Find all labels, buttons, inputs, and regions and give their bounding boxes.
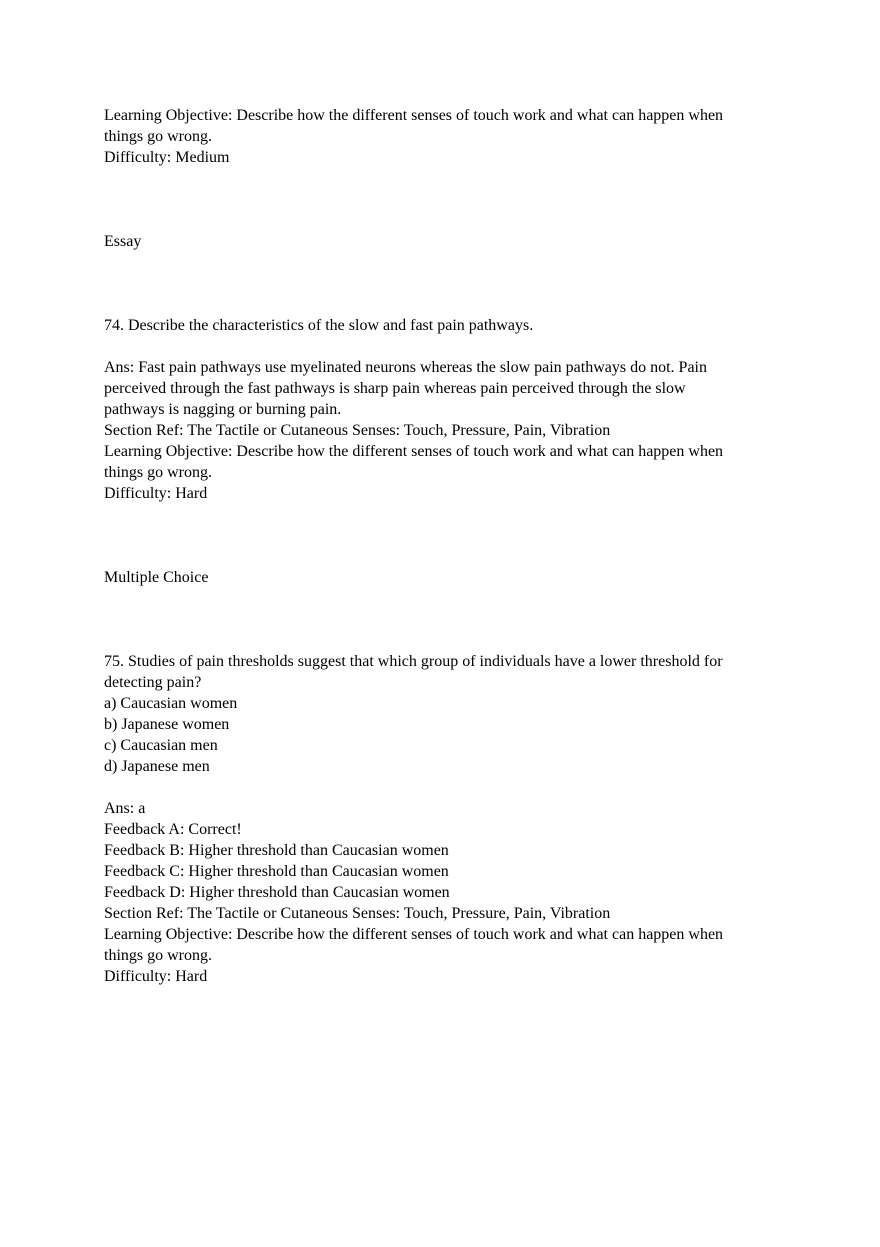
learning-objective-line: Learning Objective: Describe how the different senses of touch work and what can happen when bbox=[104, 443, 724, 460]
spacer bbox=[104, 336, 794, 357]
answer-option: c) Caucasian men bbox=[104, 737, 218, 754]
answer-option: b) Japanese women bbox=[104, 716, 230, 733]
learning-objective-line: Learning Objective: Describe how the different senses of touch work and what can happen when bbox=[104, 926, 724, 943]
learning-objective-line: things go wrong. bbox=[104, 947, 212, 964]
answer-option: a) Caucasian women bbox=[104, 695, 238, 712]
feedback-line: Feedback B: Higher threshold than Caucasian women bbox=[104, 842, 449, 859]
document-page bbox=[104, 105, 794, 987]
spacer bbox=[104, 252, 794, 315]
difficulty-line: Difficulty: Hard bbox=[104, 485, 208, 502]
learning-objective-line: things go wrong. bbox=[104, 464, 212, 481]
spacer bbox=[104, 168, 794, 231]
answer-line: perceived through the fast pathways is sharp pain whereas pain perceived through the slow bbox=[104, 380, 686, 397]
question-text: 74. Describe the characteristics of the slow and fast pain pathways. bbox=[104, 317, 534, 334]
previous-question-metadata bbox=[104, 105, 794, 168]
section-heading-multiple-choice: Multiple Choice bbox=[104, 569, 209, 586]
answer-key: Ans: a bbox=[104, 800, 146, 817]
answer-option: d) Japanese men bbox=[104, 758, 210, 775]
question-text: 75. Studies of pain thresholds suggest that which group of individuals have a lower threshold for bbox=[104, 653, 723, 670]
learning-objective-line: Learning Objective: Describe how the different senses of touch work and what can happen when bbox=[104, 107, 724, 124]
question-75 bbox=[104, 651, 794, 987]
feedback-line: Feedback D: Higher threshold than Caucasian women bbox=[104, 884, 450, 901]
learning-objective-line: things go wrong. bbox=[104, 128, 212, 145]
question-74 bbox=[104, 315, 794, 504]
answer-line: pathways is nagging or burning pain. bbox=[104, 401, 342, 418]
section-heading-essay: Essay bbox=[104, 233, 142, 250]
spacer bbox=[104, 777, 794, 798]
section-ref-line: Section Ref: The Tactile or Cutaneous Senses: Touch, Pressure, Pain, Vibration bbox=[104, 905, 611, 922]
question-text: detecting pain? bbox=[104, 674, 202, 691]
difficulty-line: Difficulty: Medium bbox=[104, 149, 230, 166]
feedback-line: Feedback C: Higher threshold than Caucasian women bbox=[104, 863, 449, 880]
spacer bbox=[104, 504, 794, 567]
difficulty-line: Difficulty: Hard bbox=[104, 968, 208, 985]
section-ref-line: Section Ref: The Tactile or Cutaneous Senses: Touch, Pressure, Pain, Vibration bbox=[104, 422, 611, 439]
spacer bbox=[104, 588, 794, 651]
answer-line: Ans: Fast pain pathways use myelinated neurons whereas the slow pain pathways do not. Pain bbox=[104, 359, 707, 376]
feedback-line: Feedback A: Correct! bbox=[104, 821, 242, 838]
